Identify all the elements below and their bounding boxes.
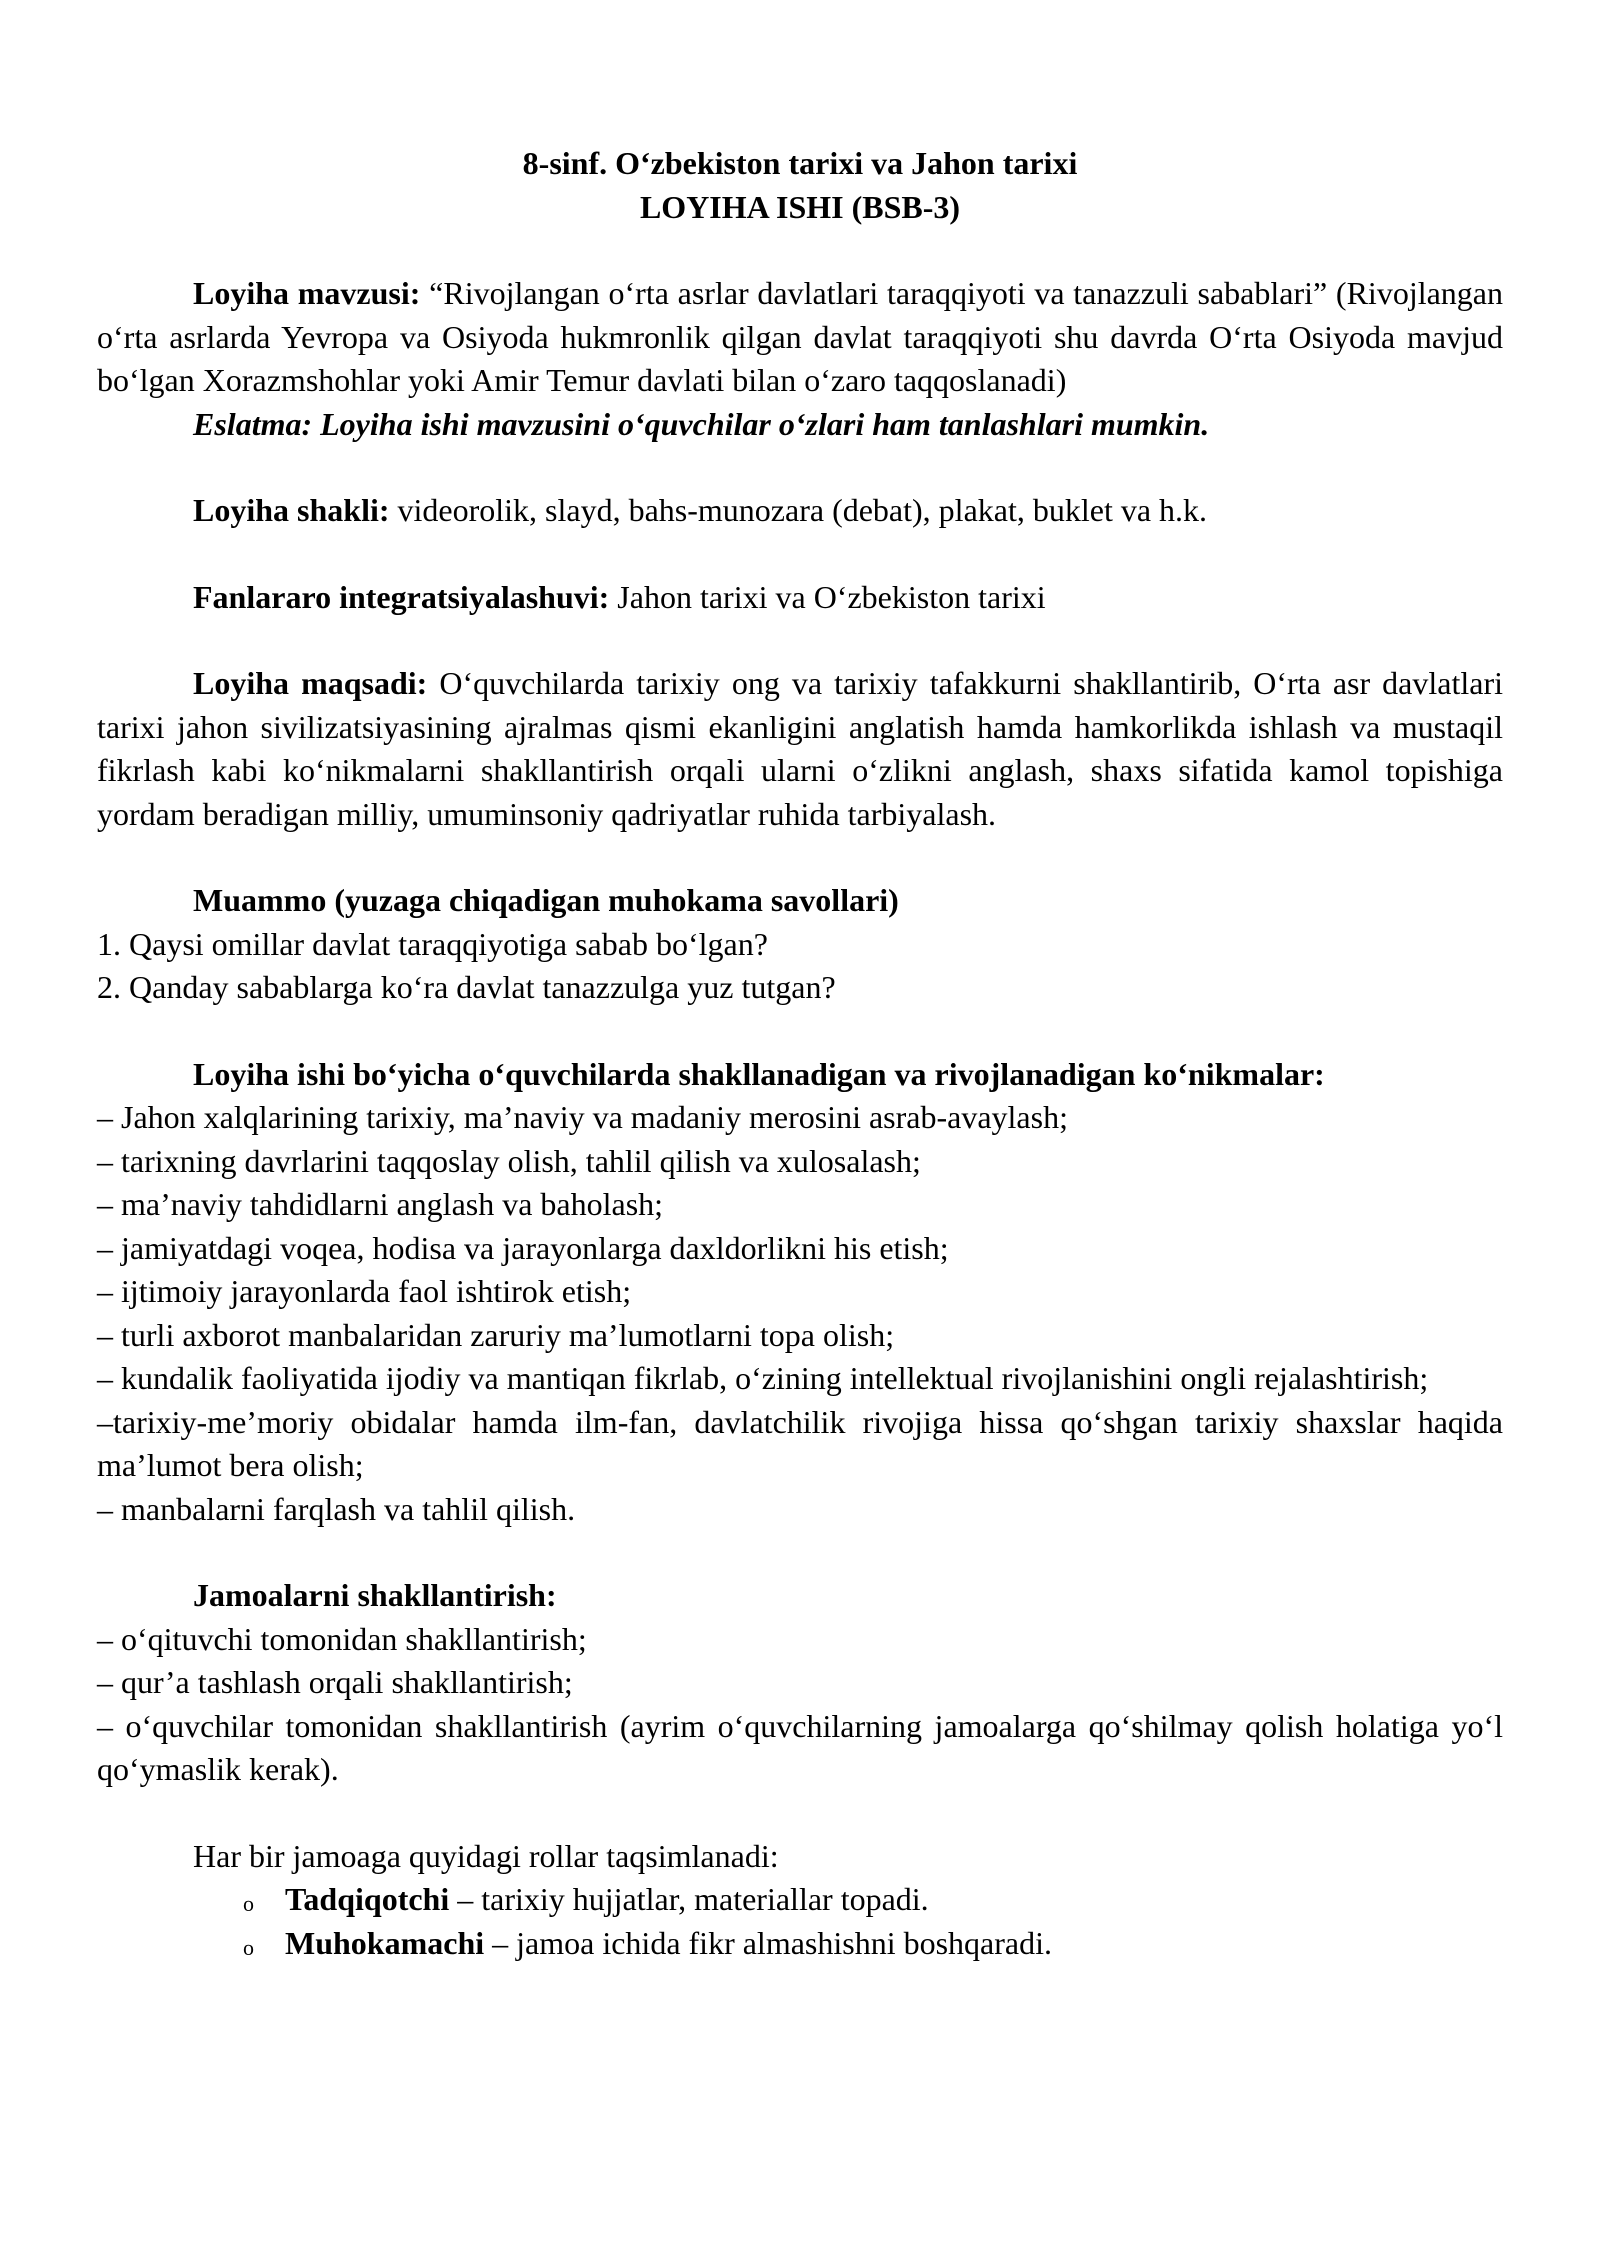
topic-note: Eslatma: Loyiha ishi mavzusini o‘quvchilar o‘zlari ham tanlashlari mumkin. [193, 405, 1210, 442]
role-item [97, 1922, 1503, 1966]
bullet-icon: o [243, 1934, 254, 1960]
goal-label: Loyiha maqsadi: [193, 665, 428, 701]
document-content [97, 142, 1503, 1965]
skills-item: – ma’naviy tahdidlarni anglash va baholash; [97, 1186, 664, 1222]
integration-label: Fanlararo integratsiyalashuvi: [193, 578, 610, 615]
role-description: – tarixiy hujjatlar, materiallar topadi. [449, 1881, 929, 1917]
skills-item: – Jahon xalqlarining tarixiy, ma’naviy va madaniy merosini asrab-avaylash; [97, 1099, 1068, 1135]
goal-text: O‘quvchilarda tarixiy ong va tarixiy tafakkurni shakllantirib, O‘rta asr davlatlari tarixi jahon sivilizatsiyasining ajralmas qismi ekanligini anglatish hamda hamkorlikda ishlash va mustaqil fikrlash kabi ko‘nikmalarni shakllantirish orqali ularni o‘zlikni anglash, shaxs sifatida kamol topishiga yordam beradigan milliy, umuminsoniy qadriyatlar ruhida tarbiyalash. [97, 665, 1503, 832]
integration-paragraph [97, 576, 1503, 620]
problem-heading: Muammo (yuzaga chiqadigan muhokama savollari) [193, 882, 899, 918]
skills-item: – jamiyatdagi voqea, hodisa va jarayonlarga daxldorlikni his etish; [97, 1229, 949, 1266]
teams-item: – o‘quvchilar tomonidan shakllantirish (ayrim o‘quvchilarning jamoalarga qo‘shilmay qolish holatiga yo‘l qo‘ymaslik kerak). [97, 1707, 1503, 1787]
roles-intro: Har bir jamoaga quyidagi rollar taqsimlanadi: [193, 1837, 779, 1874]
form-paragraph [97, 489, 1503, 533]
form-label: Loyiha shakli: [193, 492, 390, 528]
role-name: Muhokamachi [285, 1924, 485, 1961]
document-title-line-1: 8-sinf. O‘zbekiston tarixi va Jahon tarixi [522, 145, 1078, 181]
goal-paragraph [97, 662, 1503, 836]
topic-label: Loyiha mavzusi: [193, 275, 421, 311]
teams-heading: Jamoalarni shakllantirish: [193, 1577, 557, 1613]
skills-item: –tarixiy-me’moriy obidalar hamda ilm-fan, davlatchilik rivojiga hissa qo‘shgan tarixiy shaxslar haqida ma’lumot bera olish; [97, 1403, 1503, 1483]
role-name: Tadqiqotchi [285, 1881, 450, 1917]
skills-item: – turli axborot manbalaridan zaruriy ma’lumotlarni topa olish; [97, 1316, 895, 1353]
integration-text: Jahon tarixi va O‘zbekiston tarixi [609, 578, 1046, 615]
role-description: – jamoa ichida fikr almashishni boshqaradi. [484, 1924, 1052, 1961]
skills-item: – manbalarni farqlash va tahlil qilish. [97, 1490, 576, 1527]
topic-paragraph [97, 272, 1503, 403]
topic-text: “Rivojlangan o‘rta asrlar davlatlari taraqqiyoti va tanazzuli sabablari” (Rivojlangan o‘rta asrlarda Yevropa va Osiyoda hukmronlik qilgan davlat taraqqiyoti shu davrda O‘rta Osiyoda mavjud bo‘lgan Xorazmshohlar yoki Amir Temur davlati bilan o‘zaro taqqoslanadi) [97, 275, 1504, 398]
teams-item: – o‘qituvchi tomonidan shakllantirish; [97, 1620, 587, 1657]
form-text: videorolik, slayd, bahs-munozara (debat), plakat, buklet va h.k. [389, 492, 1208, 528]
problem-question: 1. Qaysi omillar davlat taraqqiyotiga sabab bo‘lgan? [97, 925, 768, 962]
skills-heading: Loyiha ishi bo‘yicha o‘quvchilarda shakllanadigan va rivojlanadigan ko‘nikmalar: [193, 1055, 1325, 1092]
role-item [97, 1878, 1503, 1922]
teams-item: – qur’a tashlash orqali shakllantirish; [97, 1664, 573, 1700]
skills-item: – tarixning davrlarini taqqoslay olish, tahlil qilish va xulosalash; [97, 1142, 921, 1179]
problem-question: 2. Qanday sabablarga ko‘ra davlat tanazzulga yuz tutgan? [97, 969, 836, 1005]
skills-item: – kundalik faoliyatida ijodiy va mantiqan fikrlab, o‘zining intellektual rivojlanishini ongli rejalashtirish; [97, 1360, 1429, 1396]
document-title-line-2: LOYIHA ISHI (BSB-3) [639, 188, 961, 225]
skills-item: – ijtimoiy jarayonlarda faol ishtirok etish; [97, 1273, 632, 1309]
bullet-icon: o [243, 1891, 254, 1916]
